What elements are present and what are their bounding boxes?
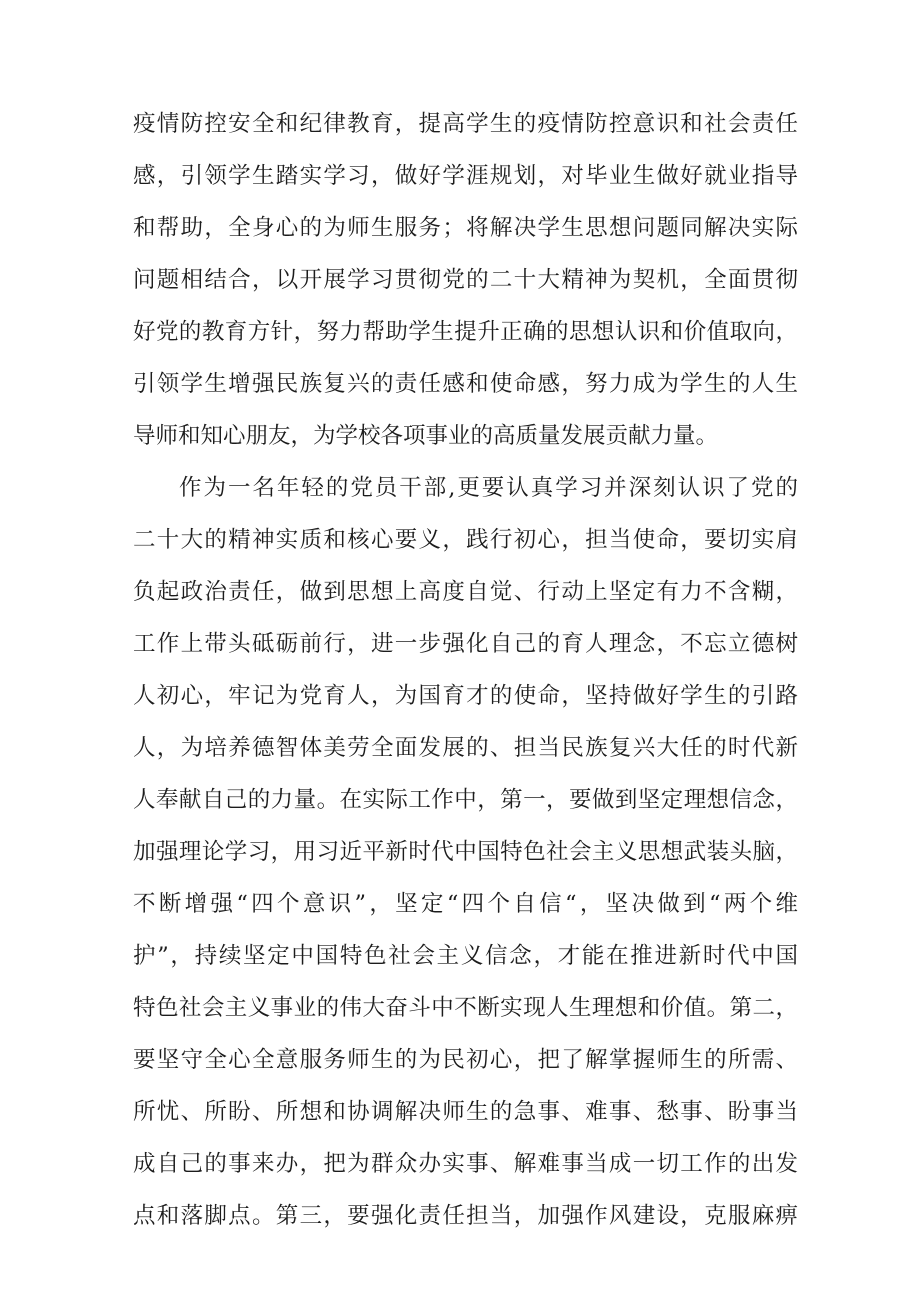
- text-line: 作为一名年轻的党员干部,更要认真学习并深刻认识了党的: [179, 475, 798, 501]
- text-line: 点和落脚点。第三，要强化责任担当，加强作风建设，克服麻痹: [133, 1203, 798, 1229]
- text-line: 要坚守全心全意服务师生的为民初心，把了解掌握师生的所需、: [133, 1047, 798, 1073]
- text-line: 疫情防控安全和纪律教育，提高学生的疫情防控意识和社会责任: [133, 111, 798, 137]
- text-line: 负起政治责任，做到思想上高度自觉、行动上坚定有力不含糊，: [133, 579, 798, 605]
- text-line: 好党的教育方针，努力帮助学生提升正确的思想认识和价值取向，: [133, 319, 798, 345]
- text-line: 加强理论学习，用习近平新时代中国特色社会主义思想武装头脑，: [133, 839, 798, 865]
- text-line: 所忧、所盼、所想和协调解决师生的急事、难事、愁事、盼事当: [133, 1099, 798, 1125]
- text-line: 人，为培养德智体美劳全面发展的、担当民族复兴大任的时代新: [133, 735, 798, 761]
- text-line: 引领学生增强民族复兴的责任感和使命感，努力成为学生的人生: [133, 371, 798, 397]
- text-line: 人奉献自己的力量。在实际工作中，第一，要做到坚定理想信念，: [133, 787, 798, 813]
- text-line: 工作上带头砥砺前行，进一步强化自己的育人理念，不忘立德树: [133, 631, 798, 657]
- text-line: 问题相结合，以开展学习贯彻党的二十大精神为契机，全面贯彻: [133, 267, 798, 293]
- text-line: 二十大的精神实质和核心要义，践行初心，担当使命，要切实肩: [133, 527, 798, 553]
- paragraph-2: [133, 462, 798, 1242]
- text-line: 不断增强“四个意识”，坚定“四个自信“，坚决做到“两个维: [133, 891, 798, 917]
- text-line: 成自己的事来办，把为群众办实事、解难事当成一切工作的出发: [133, 1151, 798, 1177]
- text-line: 护”，持续坚定中国特色社会主义信念，才能在推进新时代中国: [133, 943, 798, 969]
- text-line: 导师和知心朋友，为学校各项事业的高质量发展贡献力量。: [133, 423, 719, 449]
- text-line: 和帮助，全身心的为师生服务；将解决学生思想问题同解决实际: [133, 215, 798, 241]
- document-body: [133, 98, 798, 1242]
- paragraph-1: [133, 98, 798, 462]
- text-line: 人初心，牢记为党育人，为国育才的使命，坚持做好学生的引路: [133, 683, 798, 709]
- text-line: 特色社会主义事业的伟大奋斗中不断实现人生理想和价值。第二，: [133, 995, 798, 1021]
- text-line: 感，引领学生踏实学习，做好学涯规划，对毕业生做好就业指导: [133, 163, 798, 189]
